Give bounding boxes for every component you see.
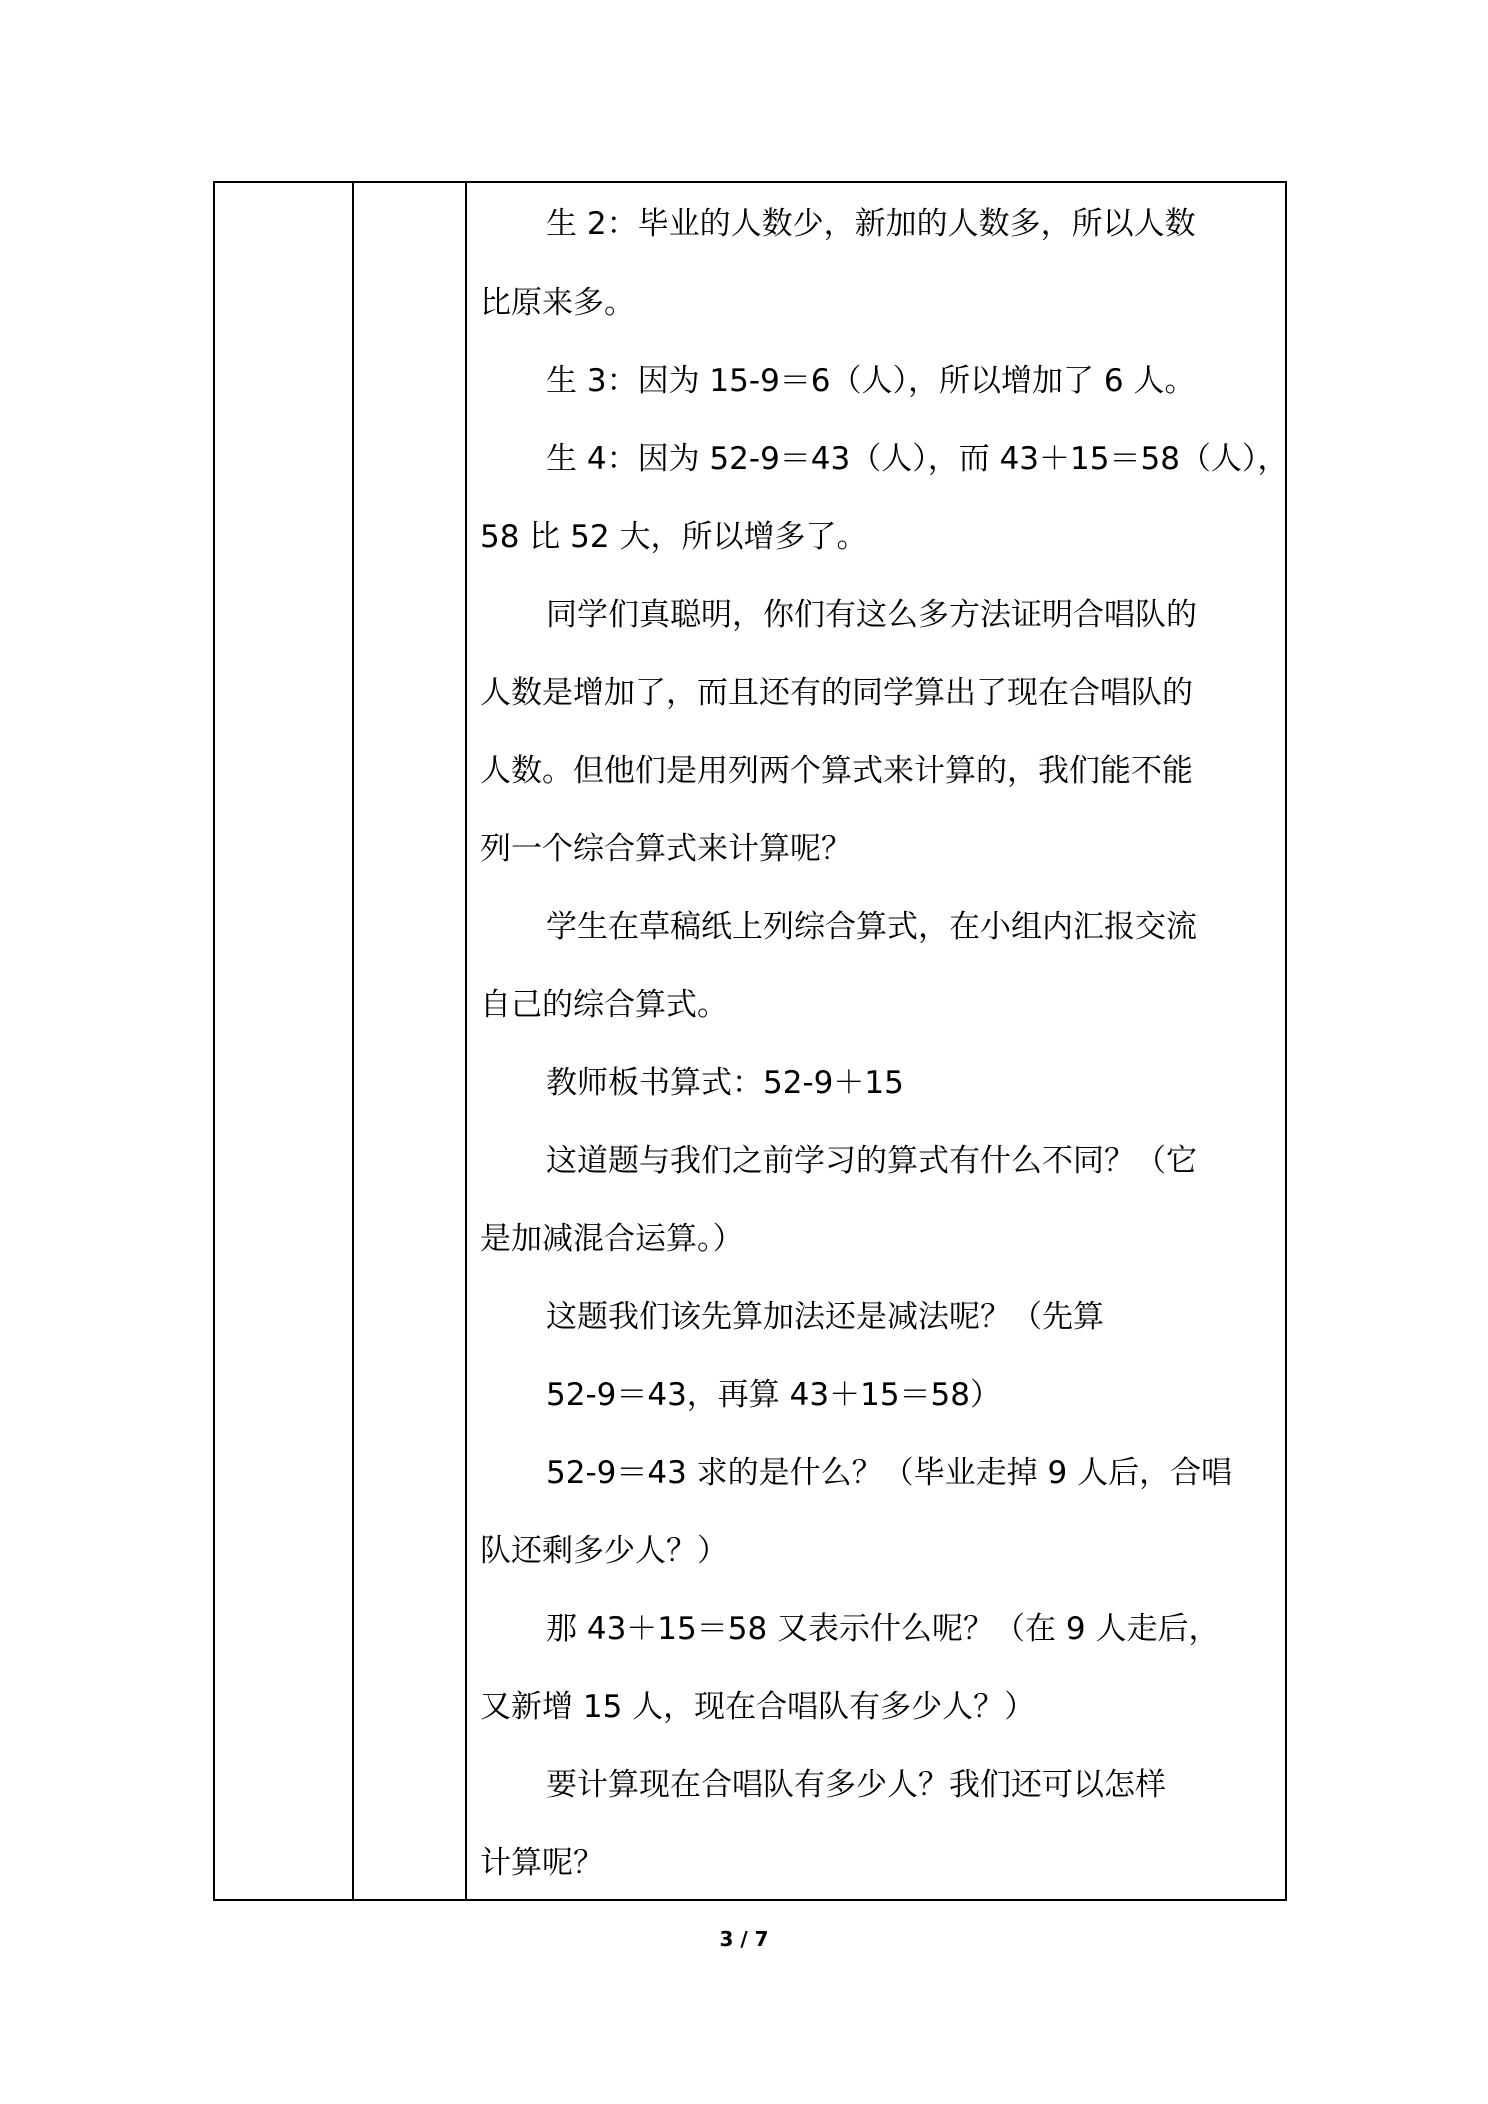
paragraph-line: 队还剩多少人？） xyxy=(480,1533,728,1569)
paragraph-line: 那 43＋15＝58 又表示什么呢？（在 9 人走后， xyxy=(546,1611,1220,1647)
paragraph-line: 是加减混合运算。） xyxy=(480,1221,744,1257)
table-column-empty-2 xyxy=(354,183,465,1899)
paragraph-line: 52-9＝43 求的是什么？（毕业走掉 9 人后，合唱 xyxy=(546,1455,1233,1491)
table-divider xyxy=(352,183,354,1899)
paragraph-line: 人数是增加了，而且还有的同学算出了现在合唱队的 xyxy=(480,675,1193,711)
paragraph-line: 学生在草稿纸上列综合算式，在小组内汇报交流 xyxy=(546,909,1197,945)
paragraph-line: 列一个综合算式来计算呢？ xyxy=(480,831,852,867)
paragraph-line: 生 3：因为 15-9＝6（人），所以增加了 6 人。 xyxy=(546,363,1196,399)
paragraph-line: 这题我们该先算加法还是减法呢？（先算 xyxy=(546,1299,1104,1335)
paragraph-line: 比原来多。 xyxy=(480,285,635,321)
paragraph-line: 教师板书算式：52-9＋15 xyxy=(546,1065,904,1101)
table-divider xyxy=(465,183,467,1899)
paragraph-line: 58 比 52 大，所以增多了。 xyxy=(480,519,868,555)
paragraph-line: 计算呢？ xyxy=(480,1845,604,1881)
paragraph-line: 生 4：因为 52-9＝43（人），而 43＋15＝58（人）， xyxy=(546,441,1289,477)
page-number: 3 / 7 xyxy=(719,1927,769,1951)
paragraph-line: 同学们真聪明，你们有这么多方法证明合唱队的 xyxy=(546,597,1197,633)
paragraph-line: 要计算现在合唱队有多少人？我们还可以怎样 xyxy=(546,1767,1166,1803)
paragraph-line: 人数。但他们是用列两个算式来计算的，我们能不能 xyxy=(480,753,1193,789)
paragraph-line: 生 2：毕业的人数少，新加的人数多，所以人数 xyxy=(546,206,1196,242)
paragraph-line: 又新增 15 人，现在合唱队有多少人？） xyxy=(480,1689,1036,1725)
lesson-table xyxy=(213,181,1287,1901)
paragraph-line: 自己的综合算式。 xyxy=(480,987,728,1023)
table-column-empty-1 xyxy=(215,183,352,1899)
paragraph-line: 52-9＝43，再算 43＋15＝58） xyxy=(546,1377,1001,1413)
paragraph-line: 这道题与我们之前学习的算式有什么不同？（它 xyxy=(546,1143,1197,1179)
